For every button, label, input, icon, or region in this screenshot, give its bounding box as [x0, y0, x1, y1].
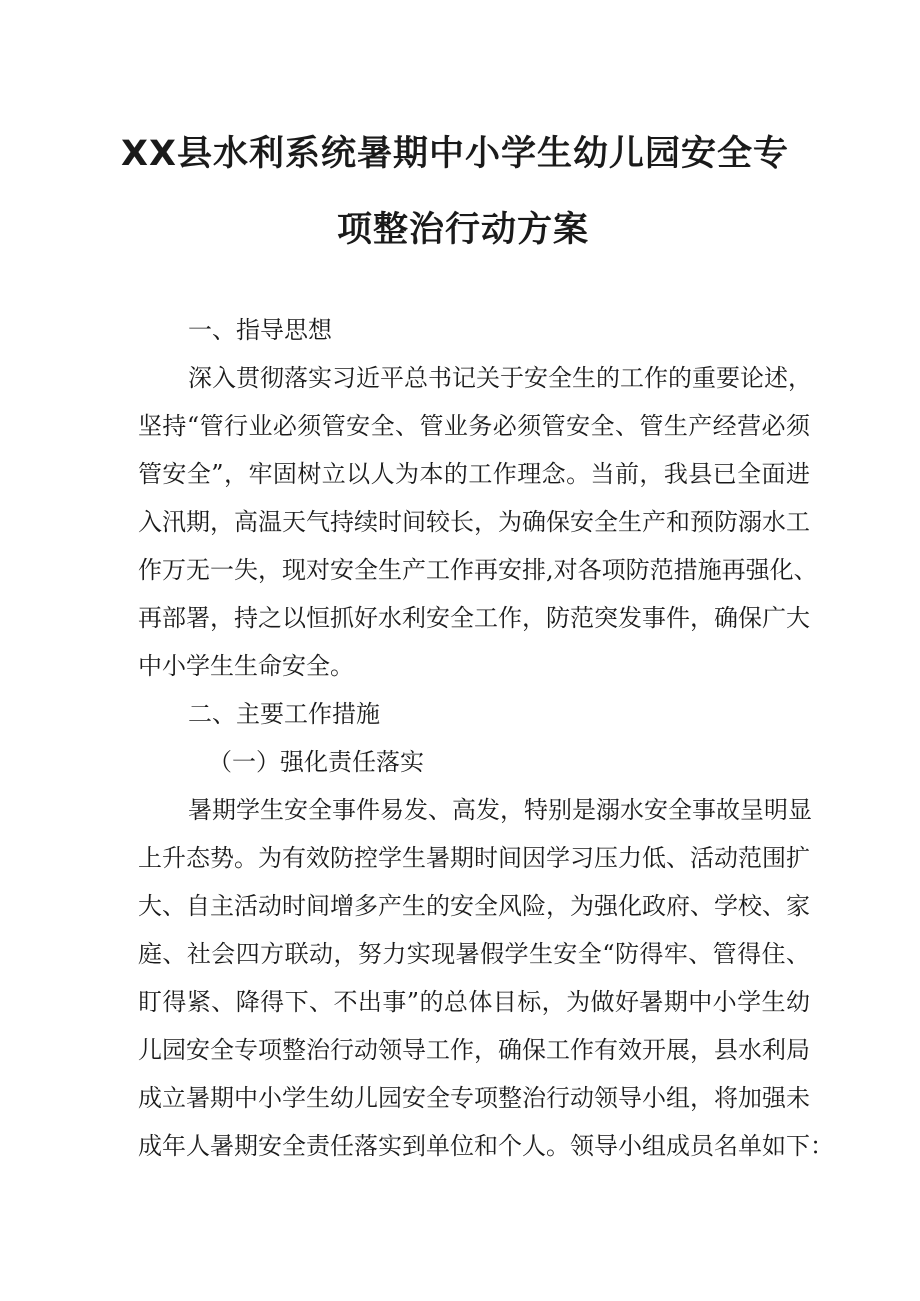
paragraph-line: 成立暑期中小学生幼儿园安全专项整治行动领导小组，将加强未 — [138, 1084, 810, 1112]
paragraph-line: 盯得紧、降得下、不出事”的总体目标，为做好暑期中小学生幼 — [138, 988, 810, 1016]
section-heading-main-measures: 二、主要工作措施 — [188, 700, 380, 728]
paragraph-line: 管安全”，牢固树立以人为本的工作理念。当前，我县已全面进 — [138, 460, 810, 488]
paragraph-line: 庭、社会四方联动，努力实现暑假学生安全“防得牢、管得住、 — [138, 940, 810, 968]
document-body — [138, 306, 834, 1170]
document-title-line-1: XX县水利系统暑期中小学生幼儿园安全专 — [121, 134, 789, 174]
subsection-heading-responsibility: （一）强化责任落实 — [208, 748, 424, 776]
paragraph-line: 坚持“管行业必须管安全、管业务必须管安全、管生产经营必须 — [138, 412, 810, 440]
paragraph-line: 上升态势。为有效防控学生暑期时间因学习压力低、活动范围扩 — [138, 844, 810, 872]
document-title-line-2: 项整治行动方案 — [336, 210, 589, 250]
section-heading-guiding-ideology: 一、指导思想 — [188, 316, 332, 344]
paragraph-line: 成年人暑期安全责任落实到单位和个人。领导小组成员名单如下： — [138, 1132, 834, 1160]
paragraph-line: 再部署，持之以恒抓好水利安全工作，防范突发事件，确保广大 — [138, 604, 810, 632]
paragraph-line: 深入贯彻落实习近平总书记关于安全生的工作的重要论述， — [188, 364, 812, 392]
paragraph-line: 大、自主活动时间增多产生的安全风险，为强化政府、学校、家 — [138, 892, 810, 920]
paragraph-line: 作万无一失，现对安全生产工作再安排,对各项防范措施再强化、 — [138, 556, 818, 584]
paragraph-line: 入汛期，高温天气持续时间较长，为确保安全生产和预防溺水工 — [138, 508, 810, 536]
paragraph-line: 暑期学生安全事件易发、高发，特别是溺水安全事故呈明显 — [188, 796, 812, 824]
paragraph-line: 中小学生生命安全。 — [138, 652, 354, 680]
paragraph-line: 儿园安全专项整治行动领导工作，确保工作有效开展，县水利局 — [138, 1036, 810, 1064]
